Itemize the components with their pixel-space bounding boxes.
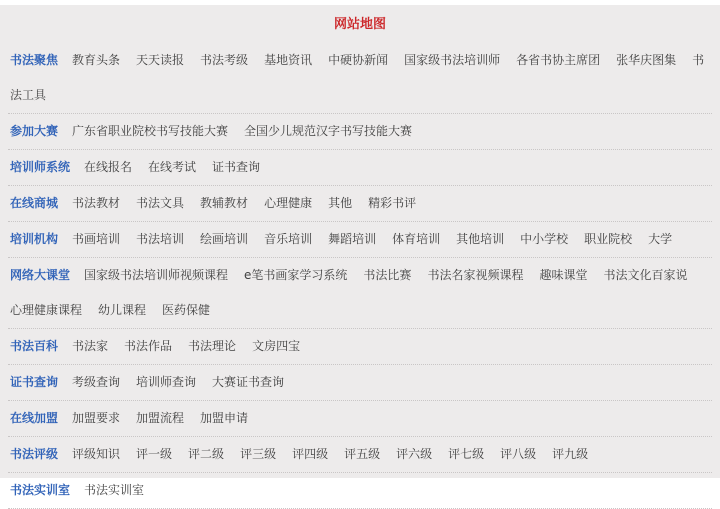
sitemap-link[interactable]: 书法考级: [200, 53, 249, 67]
sitemap-link[interactable]: 评级知识: [72, 447, 121, 461]
sitemap-link[interactable]: 文房四宝: [252, 339, 301, 353]
sitemap-section-row: [8, 437, 712, 473]
sitemap-link[interactable]: 国家级书法培训师视频课程: [84, 268, 229, 282]
sitemap-link[interactable]: 评六级: [396, 447, 433, 461]
sitemap-link[interactable]: 评八级: [500, 447, 537, 461]
section-label[interactable]: 证书查询: [10, 375, 59, 389]
sitemap-link[interactable]: 职业院校: [584, 232, 633, 246]
sitemap-link[interactable]: 广东省职业院校书写技能大赛: [72, 124, 229, 138]
section-label[interactable]: 培训师系统: [10, 160, 71, 174]
section-label[interactable]: 在线加盟: [10, 411, 59, 425]
sitemap-section-row: [8, 401, 712, 437]
sitemap-link[interactable]: 心理健康课程: [10, 303, 83, 317]
sitemap-link[interactable]: 培训师查询: [136, 375, 197, 389]
sitemap-link[interactable]: 中硬协新闻: [328, 53, 389, 67]
sitemap-content: [0, 5, 720, 497]
sitemap-section-row: [8, 150, 712, 186]
section-label[interactable]: 在线商城: [10, 196, 59, 210]
sitemap-link[interactable]: 加盟申请: [200, 411, 249, 425]
sitemap-link[interactable]: 心理健康: [264, 196, 313, 210]
sitemap-link[interactable]: 趣味课堂: [539, 268, 588, 282]
sitemap-link[interactable]: 在线考试: [148, 160, 197, 174]
sitemap-section-row: [8, 473, 712, 509]
sitemap-link[interactable]: 幼儿课程: [98, 303, 147, 317]
sitemap-link[interactable]: 评五级: [344, 447, 381, 461]
sitemap-link[interactable]: 评二级: [188, 447, 225, 461]
sitemap-section-row: [8, 43, 712, 114]
sitemap-link[interactable]: 证书查询: [212, 160, 261, 174]
sitemap-link[interactable]: 书法作品: [124, 339, 173, 353]
sitemap-link[interactable]: 书法文具: [136, 196, 185, 210]
sitemap-link[interactable]: 体育培训: [392, 232, 441, 246]
sitemap-link[interactable]: 各省书协主席团: [516, 53, 601, 67]
sitemap-link[interactable]: 书法工具: [10, 53, 705, 102]
sitemap-link[interactable]: 评九级: [552, 447, 589, 461]
section-label[interactable]: 网络大课堂: [10, 268, 71, 282]
sitemap-link[interactable]: 天天读报: [136, 53, 185, 67]
sitemap-link[interactable]: 教育头条: [72, 53, 121, 67]
sitemap-link[interactable]: 大学: [648, 232, 673, 246]
sitemap-link[interactable]: 书法名家视频课程: [427, 268, 524, 282]
section-label[interactable]: 书法实训室: [10, 483, 71, 497]
sitemap-link[interactable]: 书法比赛: [363, 268, 412, 282]
sitemap-link[interactable]: 张华庆图集: [616, 53, 677, 67]
section-label[interactable]: 培训机构: [10, 232, 59, 246]
sitemap-link[interactable]: 加盟流程: [136, 411, 185, 425]
sitemap-link[interactable]: 评七级: [448, 447, 485, 461]
sitemap-link[interactable]: 其他: [328, 196, 353, 210]
sitemap-section-row: [8, 329, 712, 365]
sitemap-link[interactable]: 音乐培训: [264, 232, 313, 246]
sitemap-link[interactable]: 书法实训室: [84, 483, 145, 497]
sitemap-link[interactable]: 中小学校: [520, 232, 569, 246]
section-label[interactable]: 书法百科: [10, 339, 59, 353]
sitemap-link[interactable]: 书法家: [72, 339, 109, 353]
sitemap-link[interactable]: 评四级: [292, 447, 329, 461]
sitemap-section-row: [8, 222, 712, 258]
sitemap-link[interactable]: 书画培训: [72, 232, 121, 246]
section-label[interactable]: 书法聚焦: [10, 53, 59, 67]
section-label[interactable]: 书法评级: [10, 447, 59, 461]
page-title: 网站地图: [333, 17, 386, 32]
sitemap-link[interactable]: 其他培训: [456, 232, 505, 246]
sitemap-link[interactable]: 绘画培训: [200, 232, 249, 246]
sitemap-link[interactable]: 考级查询: [72, 375, 121, 389]
sitemap-link[interactable]: e笔书画家学习系统: [244, 268, 348, 282]
sitemap-link[interactable]: 教辅教材: [200, 196, 249, 210]
sitemap-link[interactable]: 全国少儿规范汉字书写技能大赛: [244, 124, 413, 138]
sitemap-sections: [8, 43, 712, 509]
sitemap-link[interactable]: 基地资讯: [264, 53, 313, 67]
sitemap-link[interactable]: 书法教材: [72, 196, 121, 210]
sitemap-section-row: [8, 258, 712, 329]
sitemap-link[interactable]: 评一级: [136, 447, 173, 461]
sitemap-link[interactable]: 国家级书法培训师: [404, 53, 501, 67]
sitemap-section-row: [8, 365, 712, 401]
sitemap-link[interactable]: 大赛证书查询: [212, 375, 285, 389]
sitemap-link[interactable]: 书法理论: [188, 339, 237, 353]
sitemap-link[interactable]: 在线报名: [84, 160, 133, 174]
sitemap-link[interactable]: 加盟要求: [72, 411, 121, 425]
sitemap-section-row: [8, 186, 712, 222]
sitemap-link[interactable]: 舞蹈培训: [328, 232, 377, 246]
sitemap-link[interactable]: 评三级: [240, 447, 277, 461]
sitemap-link[interactable]: 医药保健: [162, 303, 211, 317]
sitemap-section-row: [8, 114, 712, 150]
section-label[interactable]: 参加大赛: [10, 124, 59, 138]
sitemap-link[interactable]: 书法培训: [136, 232, 185, 246]
sitemap-link[interactable]: 书法文化百家说: [603, 268, 688, 282]
sitemap-link[interactable]: 精彩书评: [368, 196, 417, 210]
